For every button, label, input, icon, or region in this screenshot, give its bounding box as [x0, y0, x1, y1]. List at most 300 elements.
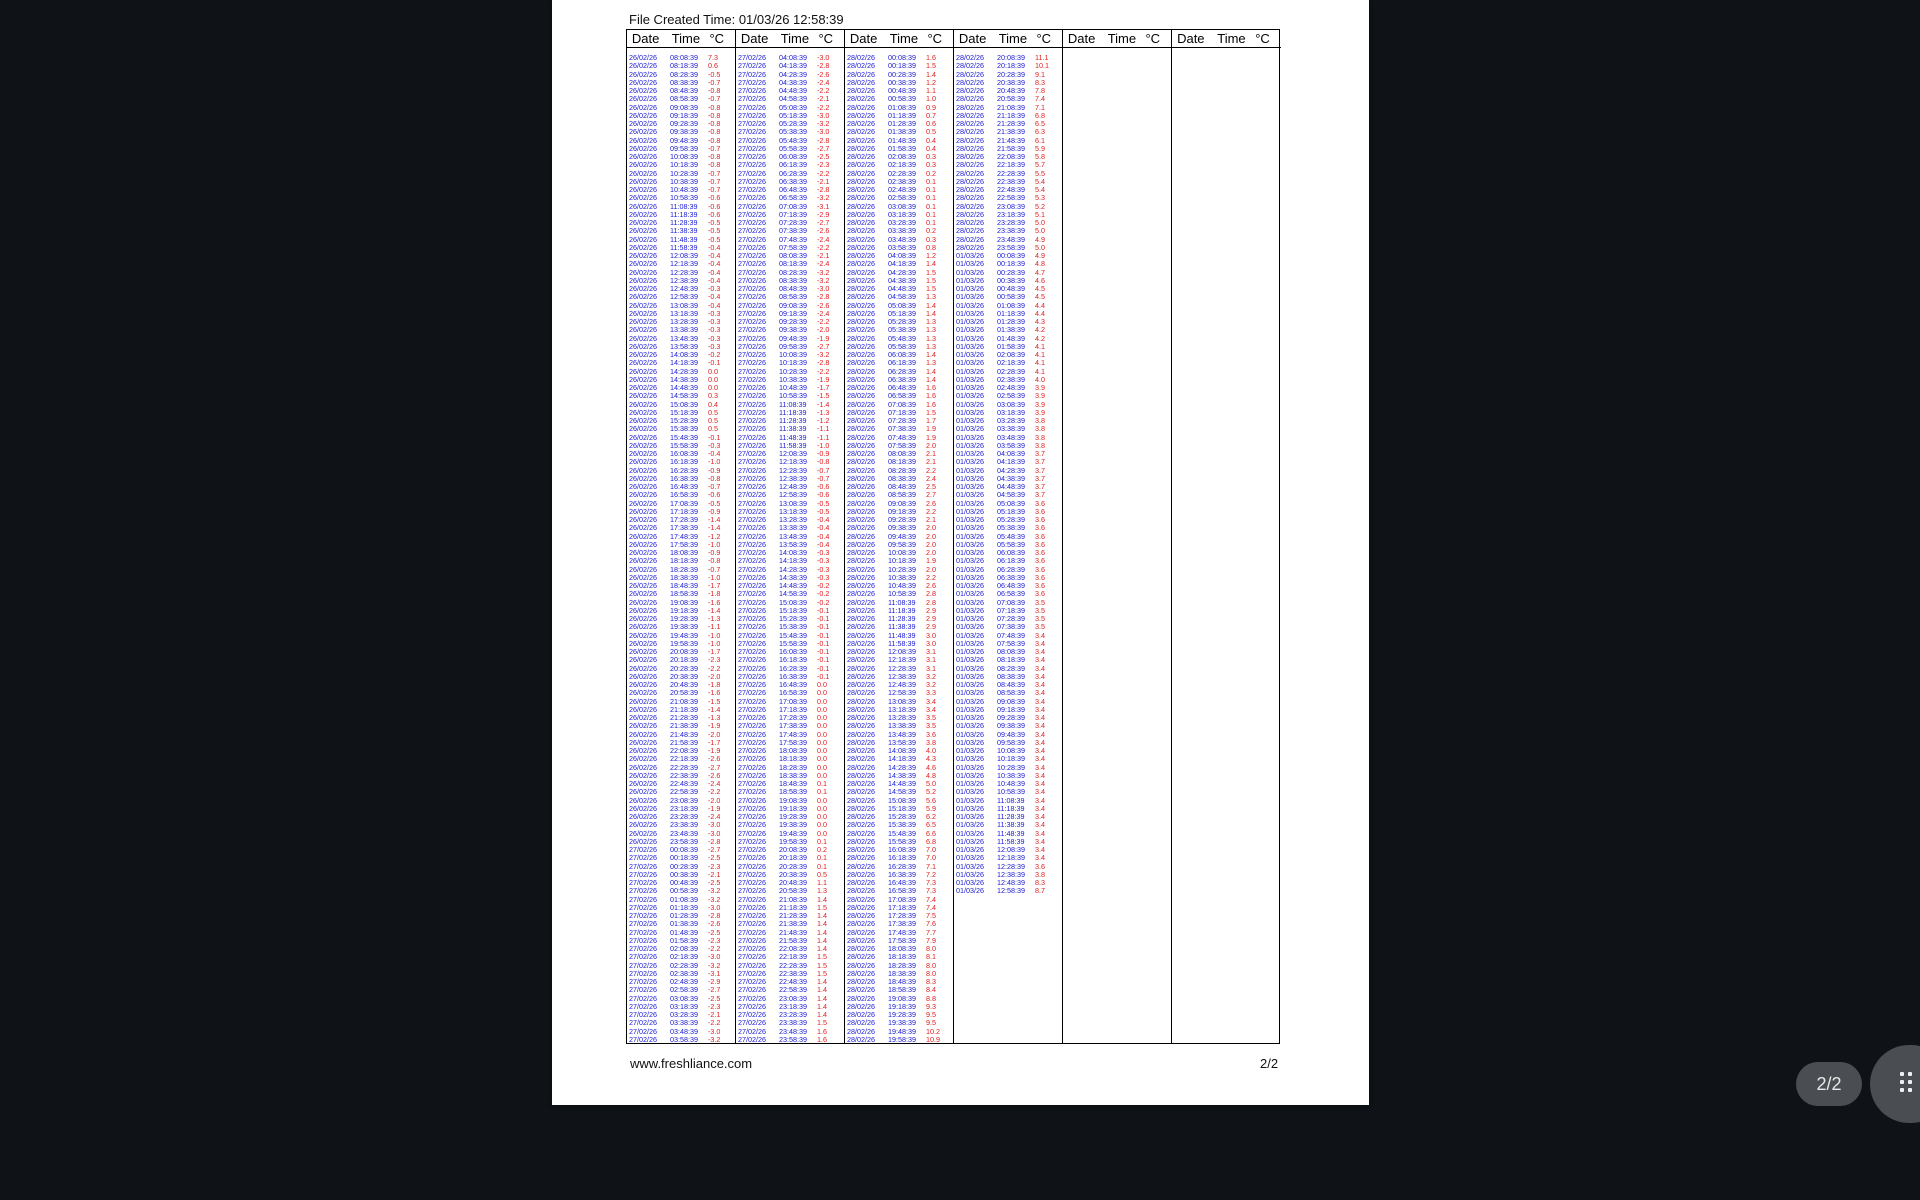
column-header — [1063, 30, 1171, 48]
cell-time: 07:48:39 — [997, 630, 1025, 640]
log-row — [847, 1036, 953, 1044]
cell-temp: -3.0 — [708, 1026, 721, 1036]
cell-date: 01/03/26 — [956, 746, 984, 755]
cell-date: 27/02/26 — [738, 135, 766, 145]
cell-temp: 2.1 — [926, 515, 936, 524]
cell-date: 01/03/26 — [956, 531, 984, 541]
cell-time: 18:08:39 — [670, 548, 698, 557]
cell-time: 14:28:39 — [888, 762, 916, 772]
cell-time: 03:28:39 — [670, 1010, 698, 1019]
cell-temp: -0.3 — [708, 333, 721, 343]
cell-date: 28/02/26 — [847, 127, 875, 137]
cell-temp: 3.7 — [1035, 482, 1045, 491]
cell-temp: -0.8 — [708, 110, 721, 120]
cell-temp: 1.6 — [817, 1034, 827, 1044]
cell-date: 27/02/26 — [738, 350, 766, 359]
cell-time: 10:08:39 — [997, 746, 1025, 755]
cell-date: 26/02/26 — [629, 209, 657, 219]
cell-temp: 3.4 — [1035, 737, 1045, 747]
cell-time: 09:48:39 — [670, 135, 698, 145]
cell-temp: -2.2 — [817, 86, 830, 95]
cell-time: 19:48:39 — [670, 630, 698, 640]
cell-date: 26/02/26 — [629, 399, 657, 409]
cell-time: 10:38:39 — [888, 572, 916, 582]
cell-time: 01:28:39 — [888, 119, 916, 128]
cell-time: 18:58:39 — [779, 787, 807, 797]
cell-temp: 2.9 — [926, 605, 936, 615]
cell-temp: 4.6 — [1035, 275, 1045, 285]
cell-time: 13:58:39 — [670, 341, 698, 351]
cell-time: 20:18:39 — [779, 853, 807, 863]
cell-temp: 0.0 — [817, 828, 827, 838]
cell-date: 26/02/26 — [629, 622, 657, 632]
cell-time: 05:18:39 — [779, 110, 807, 120]
cell-time: 00:18:39 — [670, 853, 698, 863]
cell-time: 05:18:39 — [997, 506, 1025, 516]
cell-temp: 1.6 — [926, 391, 936, 401]
cell-date: 27/02/26 — [738, 754, 766, 764]
cell-date: 27/02/26 — [738, 894, 766, 904]
cell-time: 15:18:39 — [779, 605, 807, 615]
cell-temp: -1.4 — [817, 399, 830, 409]
cell-time: 17:18:39 — [779, 704, 807, 714]
cell-time: 13:38:39 — [670, 325, 698, 335]
cell-date: 27/02/26 — [738, 465, 766, 475]
cell-temp: 3.4 — [1035, 803, 1045, 813]
cell-time: 17:58:39 — [779, 737, 807, 747]
cell-time: 01:28:39 — [670, 911, 698, 920]
cell-temp: -3.0 — [708, 820, 721, 830]
cell-time: 18:08:39 — [779, 746, 807, 755]
cell-time: 02:28:39 — [670, 960, 698, 970]
cell-temp: -0.1 — [708, 432, 721, 442]
cell-temp: 3.4 — [926, 704, 936, 714]
cell-time: 11:38:39 — [888, 622, 916, 632]
cell-date: 28/02/26 — [847, 696, 875, 706]
cell-date: 27/02/26 — [738, 622, 766, 632]
cell-temp: 3.8 — [1035, 440, 1045, 450]
cell-date: 27/02/26 — [738, 647, 766, 656]
cell-time: 01:18:39 — [997, 308, 1025, 318]
cell-time: 05:58:39 — [779, 143, 807, 153]
cell-date: 28/02/26 — [847, 407, 875, 417]
cell-temp: -1.7 — [708, 647, 721, 656]
cell-temp: 2.0 — [926, 564, 936, 574]
cell-time: 10:18:39 — [888, 556, 916, 566]
cell-time: 19:38:39 — [779, 820, 807, 830]
cell-date: 27/02/26 — [629, 861, 657, 871]
cell-temp: 3.4 — [1035, 721, 1045, 731]
cell-date: 26/02/26 — [629, 680, 657, 689]
cell-temp: 3.4 — [1035, 663, 1045, 673]
cell-temp: -0.2 — [817, 597, 830, 607]
cell-temp: 3.4 — [1035, 762, 1045, 772]
cell-time: 11:38:39 — [997, 820, 1025, 830]
column-header — [954, 30, 1062, 48]
cell-date: 26/02/26 — [629, 663, 657, 673]
cell-time: 18:48:39 — [888, 977, 916, 986]
cell-date: 28/02/26 — [956, 201, 984, 211]
cell-date: 01/03/26 — [956, 284, 984, 293]
cell-date: 27/02/26 — [738, 226, 766, 236]
cell-temp: -1.5 — [817, 391, 830, 401]
cell-date: 01/03/26 — [956, 341, 984, 351]
cell-temp: 4.1 — [1035, 358, 1045, 368]
cell-date: 01/03/26 — [956, 853, 984, 863]
cell-date: 27/02/26 — [738, 968, 766, 978]
cell-temp: 1.6 — [926, 53, 936, 62]
cell-temp: 3.5 — [926, 721, 936, 731]
cell-time: 01:08:39 — [888, 102, 916, 112]
cell-date: 27/02/26 — [629, 935, 657, 945]
cell-date: 27/02/26 — [738, 803, 766, 813]
cell-temp: 7.3 — [926, 878, 936, 887]
cell-date: 26/02/26 — [629, 317, 657, 326]
cell-time: 08:18:39 — [779, 259, 807, 269]
cell-temp: 0.1 — [817, 853, 827, 863]
cell-temp: 0.8 — [926, 242, 936, 252]
cell-date: 26/02/26 — [629, 325, 657, 335]
cell-date: 26/02/26 — [629, 218, 657, 227]
cell-date: 28/02/26 — [847, 515, 875, 524]
cell-date: 27/02/26 — [738, 94, 766, 104]
cell-temp: 1.4 — [926, 374, 936, 384]
cell-temp: 3.7 — [1035, 473, 1045, 483]
cell-temp: 4.7 — [1035, 267, 1045, 277]
cell-temp: -2.1 — [817, 94, 830, 104]
cell-time: 10:58:39 — [997, 787, 1025, 797]
cell-temp: 6.2 — [926, 812, 936, 821]
cell-temp: 0.0 — [817, 820, 827, 830]
cell-time: 12:18:39 — [779, 457, 807, 467]
cell-temp: 1.6 — [926, 399, 936, 409]
cell-date: 27/02/26 — [738, 713, 766, 722]
cell-date: 26/02/26 — [629, 267, 657, 277]
cell-date: 26/02/26 — [629, 366, 657, 376]
cell-temp: -2.3 — [817, 160, 830, 170]
cell-date: 28/02/26 — [847, 548, 875, 557]
cell-time: 12:08:39 — [670, 251, 698, 260]
cell-date: 27/02/26 — [738, 127, 766, 137]
log-column — [627, 30, 736, 1043]
cell-time: 22:58:39 — [670, 787, 698, 797]
cell-date: 27/02/26 — [738, 374, 766, 384]
cell-date: 26/02/26 — [629, 548, 657, 557]
cell-temp: 10.9 — [926, 1034, 940, 1044]
cell-date: 01/03/26 — [956, 795, 984, 805]
cell-time: 11:28:39 — [888, 614, 916, 623]
cell-date: 27/02/26 — [738, 102, 766, 112]
cell-temp: 8.3 — [926, 977, 936, 986]
cell-date: 26/02/26 — [629, 836, 657, 846]
cell-temp: -0.1 — [817, 663, 830, 673]
cell-temp: -0.5 — [708, 226, 721, 236]
cell-date: 27/02/26 — [629, 977, 657, 986]
cell-temp: 1.4 — [817, 919, 827, 929]
cell-temp: 3.1 — [926, 655, 936, 665]
cell-temp: 2.5 — [926, 482, 936, 491]
footer-url: www.freshliance.com — [630, 1056, 753, 1071]
cell-time: 22:48:39 — [670, 779, 698, 788]
cell-time: 11:18:39 — [670, 209, 698, 219]
cell-date: 27/02/26 — [629, 952, 657, 962]
cell-date: 26/02/26 — [629, 589, 657, 599]
cell-time: 20:28:39 — [997, 69, 1025, 79]
cell-date: 27/02/26 — [738, 218, 766, 227]
cell-time: 15:08:39 — [779, 597, 807, 607]
cell-date: 28/02/26 — [956, 127, 984, 137]
cell-date: 27/02/26 — [738, 267, 766, 277]
cell-date: 28/02/26 — [847, 465, 875, 475]
cell-time: 05:38:39 — [888, 325, 916, 335]
cell-date: 27/02/26 — [738, 737, 766, 747]
cell-time: 16:18:39 — [779, 655, 807, 665]
cell-date: 27/02/26 — [738, 952, 766, 962]
cell-date: 01/03/26 — [956, 317, 984, 326]
cell-date: 28/02/26 — [847, 523, 875, 533]
cell-date: 28/02/26 — [847, 812, 875, 821]
cell-date: 27/02/26 — [629, 878, 657, 887]
cell-date: 28/02/26 — [847, 234, 875, 244]
cell-date: 01/03/26 — [956, 506, 984, 516]
cell-date: 28/02/26 — [956, 242, 984, 252]
cell-time: 17:08:39 — [779, 696, 807, 706]
cell-temp: 3.0 — [926, 638, 936, 648]
cell-time: 05:38:39 — [779, 127, 807, 137]
cell-temp: 1.5 — [926, 407, 936, 417]
cell-temp: 2.9 — [926, 614, 936, 623]
cell-temp: -3.2 — [708, 894, 721, 904]
header-date: Date — [958, 31, 987, 46]
cell-time: 06:08:39 — [888, 350, 916, 359]
cell-date: 26/02/26 — [629, 86, 657, 95]
cell-time: 00:08:39 — [997, 251, 1025, 260]
cell-time: 02:48:39 — [670, 977, 698, 986]
cell-date: 26/02/26 — [629, 556, 657, 566]
cell-date: 26/02/26 — [629, 333, 657, 343]
cell-temp: 6.1 — [1035, 135, 1045, 145]
cell-date: 28/02/26 — [847, 770, 875, 780]
cell-date: 27/02/26 — [629, 853, 657, 863]
cell-date: 28/02/26 — [847, 795, 875, 805]
cell-temp: 1.3 — [926, 317, 936, 326]
cell-date: 28/02/26 — [847, 193, 875, 203]
cell-temp: -3.0 — [817, 127, 830, 137]
cell-date: 01/03/26 — [956, 655, 984, 665]
cell-time: 04:08:39 — [997, 449, 1025, 458]
cell-date: 27/02/26 — [629, 1018, 657, 1028]
cell-date: 26/02/26 — [629, 746, 657, 755]
cell-time: 09:18:39 — [997, 704, 1025, 714]
cell-temp: 1.9 — [926, 432, 936, 442]
cell-temp: -2.8 — [817, 61, 830, 71]
cell-temp: 3.0 — [926, 630, 936, 640]
cell-time: 14:38:39 — [779, 572, 807, 582]
cell-time: 23:48:39 — [670, 828, 698, 838]
cell-temp: -2.0 — [708, 729, 721, 739]
cell-time: 09:08:39 — [670, 102, 698, 112]
cell-time: 13:28:39 — [779, 515, 807, 524]
cell-date: 26/02/26 — [629, 597, 657, 607]
cell-date: 27/02/26 — [738, 638, 766, 648]
cell-date: 27/02/26 — [738, 440, 766, 450]
cell-temp: 4.9 — [1035, 234, 1045, 244]
cell-time: 23:38:39 — [779, 1018, 807, 1028]
cell-temp: -3.1 — [708, 968, 721, 978]
cell-time: 17:28:39 — [670, 515, 698, 524]
cell-temp: -2.9 — [708, 977, 721, 986]
cell-temp: 3.3 — [926, 688, 936, 698]
cell-time: 23:38:39 — [670, 820, 698, 830]
cell-date: 26/02/26 — [629, 383, 657, 392]
cell-temp: 3.6 — [1035, 556, 1045, 566]
cell-date: 27/02/26 — [738, 143, 766, 153]
cell-date: 27/02/26 — [738, 960, 766, 970]
cell-date: 28/02/26 — [847, 333, 875, 343]
cell-temp: 0.9 — [926, 102, 936, 112]
cell-temp: 0.0 — [817, 688, 827, 698]
cell-date: 01/03/26 — [956, 473, 984, 483]
cell-temp: 1.4 — [926, 300, 936, 310]
cell-temp: 0.1 — [926, 218, 936, 227]
cell-time: 01:08:39 — [997, 300, 1025, 310]
cell-date: 27/02/26 — [738, 869, 766, 879]
cell-time: 18:58:39 — [888, 985, 916, 995]
cell-temp: -3.0 — [708, 828, 721, 838]
cell-date: 27/02/26 — [738, 317, 766, 326]
header-temp: °C — [1255, 31, 1270, 46]
cell-date: 26/02/26 — [629, 193, 657, 203]
cell-date: 28/02/26 — [847, 779, 875, 788]
cell-temp: 3.6 — [1035, 523, 1045, 533]
cell-date: 26/02/26 — [629, 539, 657, 549]
cell-temp: 6.8 — [1035, 110, 1045, 120]
cell-temp: -0.7 — [708, 482, 721, 491]
cell-time: 09:48:39 — [779, 333, 807, 343]
cell-time: 08:08:39 — [670, 53, 698, 62]
cell-temp: -0.9 — [708, 506, 721, 516]
cell-date: 26/02/26 — [629, 432, 657, 442]
cell-date: 27/02/26 — [738, 490, 766, 500]
cell-temp: -1.7 — [708, 737, 721, 747]
cell-date: 01/03/26 — [956, 465, 984, 475]
grid-dots-icon[interactable] — [1870, 1045, 1920, 1123]
cell-temp: 3.8 — [1035, 424, 1045, 434]
cell-date: 27/02/26 — [738, 795, 766, 805]
cell-temp: 4.5 — [1035, 292, 1045, 302]
cell-temp: 2.4 — [926, 473, 936, 483]
cell-temp: -0.1 — [817, 655, 830, 665]
cell-time: 19:58:39 — [670, 638, 698, 648]
cell-date: 27/02/26 — [629, 886, 657, 896]
cell-time: 09:58:39 — [670, 143, 698, 153]
cell-time: 12:08:39 — [779, 449, 807, 458]
cell-time: 23:08:39 — [670, 795, 698, 805]
cell-time: 18:58:39 — [670, 589, 698, 599]
cell-date: 26/02/26 — [629, 729, 657, 739]
cell-date: 28/02/26 — [847, 251, 875, 260]
cell-temp: 5.3 — [1035, 193, 1045, 203]
cell-date: 26/02/26 — [629, 143, 657, 153]
cell-date: 28/02/26 — [847, 960, 875, 970]
cell-time: 13:08:39 — [888, 696, 916, 706]
cell-time: 03:58:39 — [997, 440, 1025, 450]
cell-time: 11:58:39 — [997, 836, 1025, 846]
cell-time: 13:38:39 — [779, 523, 807, 533]
cell-time: 11:58:39 — [779, 440, 807, 450]
cell-time: 13:48:39 — [779, 531, 807, 541]
cell-temp: -0.5 — [708, 498, 721, 508]
cell-temp: 4.0 — [1035, 374, 1045, 384]
cell-date: 26/02/26 — [629, 77, 657, 87]
cell-temp: 0.5 — [708, 424, 718, 434]
cell-date: 28/02/26 — [956, 69, 984, 79]
cell-date: 26/02/26 — [629, 803, 657, 813]
cell-time: 02:38:39 — [670, 968, 698, 978]
cell-time: 12:48:39 — [779, 482, 807, 491]
cell-temp: 1.5 — [926, 284, 936, 293]
cell-time: 08:38:39 — [670, 77, 698, 87]
cell-time: 18:28:39 — [888, 960, 916, 970]
cell-temp: 1.6 — [817, 1026, 827, 1036]
cell-date: 26/02/26 — [629, 53, 657, 62]
cell-time: 11:48:39 — [779, 432, 807, 442]
cell-date: 27/02/26 — [738, 325, 766, 335]
cell-temp: -0.7 — [817, 465, 830, 475]
cell-date: 27/02/26 — [629, 968, 657, 978]
cell-time: 07:28:39 — [888, 416, 916, 425]
cell-date: 01/03/26 — [956, 680, 984, 689]
cell-temp: 3.4 — [1035, 655, 1045, 665]
cell-date: 27/02/26 — [738, 1018, 766, 1028]
cell-date: 27/02/26 — [738, 721, 766, 731]
cell-date: 01/03/26 — [956, 886, 984, 896]
cell-date: 27/02/26 — [738, 853, 766, 863]
cell-time: 16:48:39 — [888, 878, 916, 887]
cell-time: 20:48:39 — [997, 86, 1025, 95]
cell-time: 03:08:39 — [670, 993, 698, 1003]
cell-temp: -2.0 — [708, 795, 721, 805]
cell-date: 28/02/26 — [847, 86, 875, 95]
cell-date: 27/02/26 — [738, 902, 766, 912]
cell-date: 26/02/26 — [629, 259, 657, 269]
cell-time: 01:58:39 — [670, 935, 698, 945]
cell-temp: -1.0 — [708, 572, 721, 582]
cell-temp: 0.3 — [926, 160, 936, 170]
cell-time: 00:48:39 — [670, 878, 698, 887]
cell-time: 16:58:39 — [779, 688, 807, 698]
cell-temp: 3.4 — [1035, 812, 1045, 821]
cell-date: 28/02/26 — [847, 531, 875, 541]
cell-time: 19:48:39 — [888, 1026, 916, 1036]
cell-date: 28/02/26 — [847, 275, 875, 285]
footer-page-number: 2/2 — [1260, 1056, 1279, 1071]
cell-date: 28/02/26 — [847, 325, 875, 335]
cell-date: 28/02/26 — [847, 152, 875, 161]
cell-date: 28/02/26 — [956, 193, 984, 203]
cell-date: 27/02/26 — [738, 1026, 766, 1036]
cell-date: 28/02/26 — [847, 440, 875, 450]
cell-time: 15:18:39 — [670, 407, 698, 417]
cell-date: 26/02/26 — [629, 127, 657, 137]
cell-temp: 1.4 — [817, 1001, 827, 1011]
cell-date: 01/03/26 — [956, 391, 984, 401]
cell-time: 05:48:39 — [888, 333, 916, 343]
cell-time: 23:08:39 — [997, 201, 1025, 211]
cell-date: 28/02/26 — [956, 185, 984, 194]
cell-date: 27/02/26 — [738, 152, 766, 161]
cell-time: 16:48:39 — [670, 482, 698, 491]
